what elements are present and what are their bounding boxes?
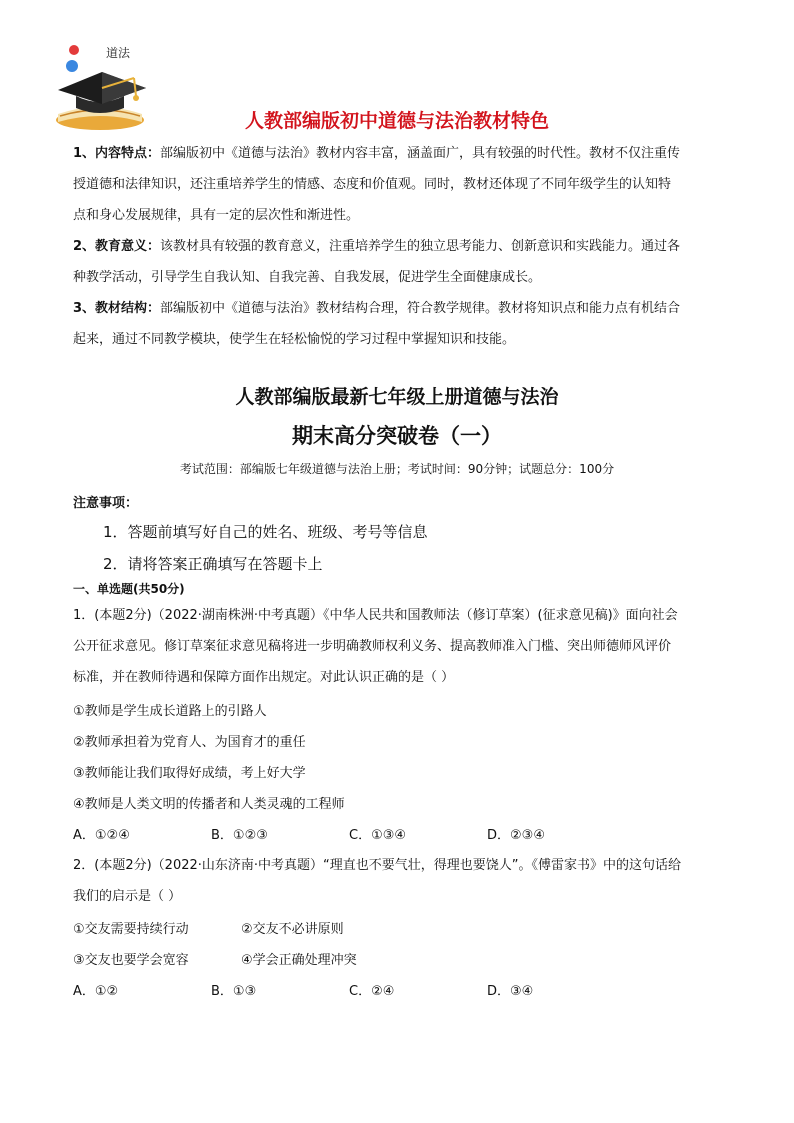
- statement: ③交友也要学会宽容: [73, 953, 189, 968]
- choice-b: B．①③: [211, 984, 257, 999]
- question-2-stem: 2．(本题2分)（2022·山东济南·中考真题）“理直也不要气壮，得理也要饶人”。《傅雷家书》中的这句话给 我们的启示是（ ）: [73, 858, 682, 904]
- feature-line: 3、教材结构：部编版初中《道德与法治》教材结构合理，符合教学规律。教材将知识点和能力点有机结合: [73, 301, 681, 316]
- statement-pair: [73, 918, 409, 937]
- question-1-choices: [73, 824, 625, 843]
- choice-b: B．①②③: [211, 828, 268, 843]
- statement: ①教师是学生成长道路上的引路人: [73, 704, 267, 719]
- statement: ③教师能让我们取得好成绩，考上好大学: [73, 766, 306, 781]
- question-1-stem: 1．(本题2分)（2022·湖南株洲·中考真题）《中华人民共和国教师法（修订草案）(征求意见稿)》面向社会 公开征求意见。修订草案征求意见稿将进一步明确教师权利义务、提高教师准入门槛、突出师德师风评价 标准，并在教师待遇和保障方面作出规定。对此认识正确的是（ ）: [73, 608, 678, 685]
- choice-a: A．①②④: [73, 828, 130, 843]
- feature-line: 授道德和法律知识，还注重培养学生的情感、态度和价值观。同时，教材还体现了不同年级学生的认知特: [73, 177, 672, 192]
- exam-title: 人教部编版最新七年级上册道德与法治: [235, 386, 559, 408]
- statement: ①交友需要持续行动: [73, 922, 189, 937]
- logo-label: 道法: [106, 46, 131, 60]
- choice-a: A．①②: [73, 984, 119, 999]
- statement: ④学会正确处理冲突: [241, 953, 357, 968]
- feature-education: [73, 231, 725, 293]
- feature-line: 起来，通过不同教学模块，使学生在轻松愉悦的学习过程中掌握知识和技能。: [73, 332, 516, 347]
- feature-label: 3、教材结构：: [73, 301, 161, 316]
- notice-heading: 注意事项：: [73, 496, 139, 511]
- notice-item: 2．请将答案正确填写在答题卡上: [103, 555, 323, 573]
- feature-label: 1、内容特点：: [73, 146, 161, 161]
- question-2-choices: [73, 980, 625, 999]
- exam-scope: 考试范围：部编版七年级道德与法治上册；考试时间：90分钟；试题总分：100分: [179, 462, 615, 476]
- choice-c: C．②④: [349, 984, 395, 999]
- feature-label: 2、教育意义：: [73, 239, 161, 254]
- feature-line: 种教学活动，引导学生自我认知、自我完善、自我发展，促进学生全面健康成长。: [73, 270, 542, 285]
- exam-subtitle: 期末高分突破卷（一）: [292, 424, 502, 448]
- feature-line: 1、内容特点：部编版初中《道德与法治》教材内容丰富，涵盖面广，具有较强的时代性。教材不仅注重传: [73, 146, 681, 161]
- statement-pair: [73, 949, 409, 968]
- choice-c: C．①③④: [349, 828, 407, 843]
- choice-d: D．②③④: [487, 828, 545, 843]
- section-heading: 一、单选题(共50分): [73, 582, 185, 596]
- notice-item: 1．答题前填写好自己的姓名、班级、考号等信息: [103, 523, 428, 541]
- statement: ②教师承担着为党育人、为国育才的重任: [73, 735, 306, 750]
- statement: ②交友不必讲原则: [241, 922, 344, 937]
- choice-d: D．③④: [487, 984, 534, 999]
- feature-line: 点和身心发展规律，具有一定的层次性和渐进性。: [73, 208, 360, 223]
- feature-structure: [73, 293, 725, 355]
- feature-content: [73, 138, 725, 231]
- statement: ④教师是人类文明的传播者和人类灵魂的工程师: [73, 797, 345, 812]
- feature-title: 人教部编版初中道德与法治教材特色: [244, 110, 549, 132]
- feature-line: 2、教育意义：该教材具有较强的教育意义，注重培养学生的独立思考能力、创新意识和实践能力。通过各: [73, 239, 681, 254]
